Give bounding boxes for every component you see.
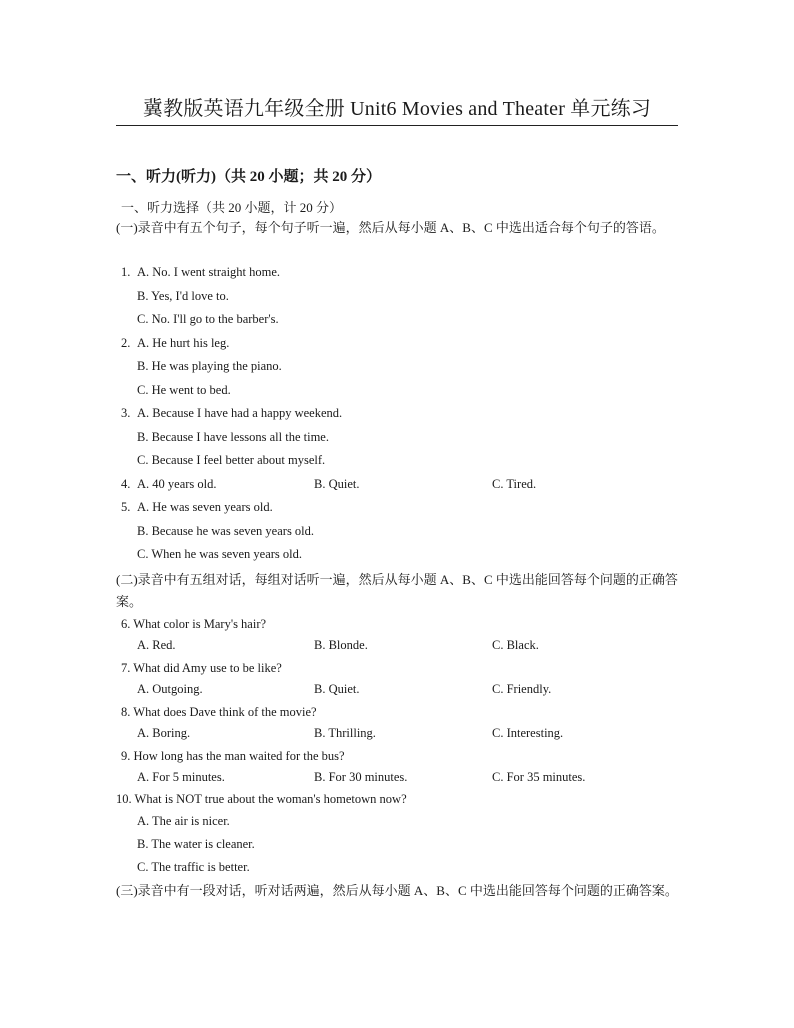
option-c: C. For 35 minutes. xyxy=(492,770,586,784)
option-b: B. Thrilling. xyxy=(314,726,376,740)
part2-instruction: (二)录音中有五组对话，每组对话听一遍，然后从每小题 A、B、C 中选出能回答每个问题的正确答案。 xyxy=(116,572,678,609)
option-b: B. Yes, I'd love to. xyxy=(137,289,229,303)
option-b: B. For 30 minutes. xyxy=(314,770,408,784)
option-a: A. He hurt his leg. xyxy=(137,336,230,350)
option-a: A. 40 years old. xyxy=(137,477,217,491)
option-c: C. Tired. xyxy=(492,477,537,491)
option-a: A. Boring. xyxy=(137,726,191,740)
option-b: B. Quiet. xyxy=(314,477,360,491)
question-number: 5. xyxy=(121,500,131,514)
option-c: C. Because I feel better about myself. xyxy=(137,453,326,467)
section-heading: 一、听力(听力)（共 20 小题；共 20 分） xyxy=(116,169,381,185)
option-b: B. He was playing the piano. xyxy=(137,359,282,373)
option-a: A. Outgoing. xyxy=(137,682,203,696)
option-a: A. Red. xyxy=(137,638,176,652)
document-title: 冀教版英语九年级全册 Unit6 Movies and Theater 单元练习 xyxy=(116,92,678,126)
option-c: C. Interesting. xyxy=(492,726,564,740)
part1-instruction: (一)录音中有五个句子，每个句子听一遍，然后从每小题 A、B、C 中选出适合每个句子的答语。 xyxy=(116,220,665,235)
option-a: A. Because I have had a happy weekend. xyxy=(137,406,343,420)
question-text: 6. What color is Mary's hair? xyxy=(121,617,267,631)
option-c: C. The traffic is better. xyxy=(137,860,250,874)
question-text: 7. What did Amy use to be like? xyxy=(121,661,282,675)
question-number: 3. xyxy=(121,406,131,420)
question-text: 8. What does Dave think of the movie? xyxy=(121,705,317,719)
question-number: 4. xyxy=(121,477,131,491)
option-b: B. Because I have lessons all the time. xyxy=(137,430,329,444)
question-text: 10. What is NOT true about the woman's hometown now? xyxy=(116,792,407,806)
option-c: C. Black. xyxy=(492,638,539,652)
option-c: C. When he was seven years old. xyxy=(137,547,303,561)
option-c: C. Friendly. xyxy=(492,682,552,696)
subsection-heading: 一、听力选择（共 20 小题，计 20 分） xyxy=(121,200,343,215)
option-b: B. Quiet. xyxy=(314,682,360,696)
part3-instruction: (三)录音中有一段对话，听对话两遍，然后从每小题 A、B、C 中选出能回答每个问题的正确答案。 xyxy=(116,883,678,898)
question-number: 2. xyxy=(121,336,131,350)
option-a: A. He was seven years old. xyxy=(137,500,273,514)
option-b: B. Blonde. xyxy=(314,638,368,652)
option-b: B. Because he was seven years old. xyxy=(137,524,315,538)
question-text: 9. How long has the man waited for the bus? xyxy=(121,749,345,763)
option-a: A. The air is nicer. xyxy=(137,814,230,828)
option-a: A. No. I went straight home. xyxy=(137,265,281,279)
option-a: A. For 5 minutes. xyxy=(137,770,225,784)
question-number: 1. xyxy=(121,265,131,279)
option-c: C. No. I'll go to the barber's. xyxy=(137,312,279,326)
option-c: C. He went to bed. xyxy=(137,383,231,397)
option-b: B. The water is cleaner. xyxy=(137,837,255,851)
